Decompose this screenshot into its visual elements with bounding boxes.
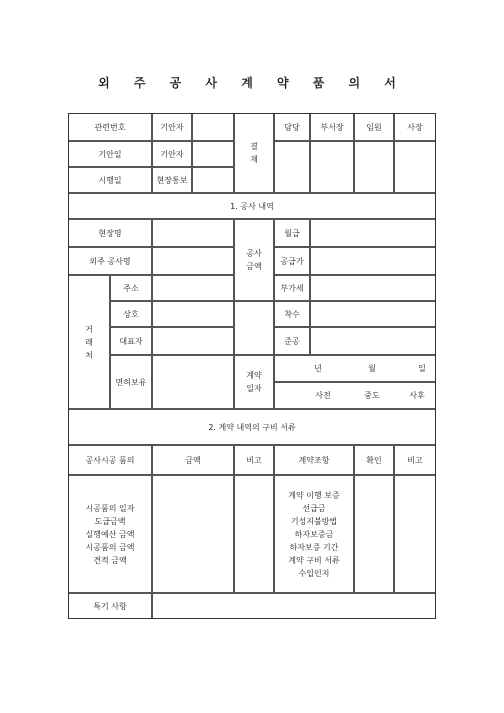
- label-site-name: 현장명: [68, 219, 152, 247]
- unit-day: 일: [418, 363, 426, 373]
- license-field[interactable]: [152, 355, 234, 409]
- unit-month: 월: [368, 363, 376, 373]
- approval-label: 결 재: [234, 113, 274, 193]
- site-notice-field[interactable]: [192, 167, 234, 193]
- sign-box-executive[interactable]: [354, 141, 394, 193]
- timing-after[interactable]: 사후: [409, 390, 425, 400]
- sign-box-staff[interactable]: [274, 141, 310, 193]
- label-contract-date: 계약 일자: [234, 355, 274, 409]
- timing-midway[interactable]: 중도: [364, 390, 380, 400]
- supply-price-field[interactable]: [310, 247, 436, 275]
- signer-staff: 담당: [274, 113, 310, 141]
- signer-executive: 임원: [354, 113, 394, 141]
- vat-field[interactable]: [310, 275, 436, 301]
- header-remarks: 비고: [234, 445, 274, 475]
- representative-field[interactable]: [152, 327, 234, 355]
- label-supply-price: 공급가: [274, 247, 310, 275]
- label-reference-number: 관련번호: [68, 113, 152, 141]
- label-monthly: 월급: [274, 219, 310, 247]
- approval-items-list: 시공품의 일자 도급금액 실행예산 금액 시공품의 금액 견적 금액: [68, 475, 152, 593]
- section2-title: 2. 계약 내역의 구비 서류: [68, 409, 436, 445]
- label-completion: 준공: [274, 327, 310, 355]
- label-license: 면허보유: [110, 355, 152, 409]
- label-enforcement-date: 시행일: [68, 167, 152, 193]
- label-outsourcing-name: 외주 공사명: [68, 247, 152, 275]
- label-start: 착수: [274, 301, 310, 327]
- start-field[interactable]: [310, 301, 436, 327]
- label-construction-amount: 공사 금액: [234, 219, 274, 301]
- label-site-notice: 현장통보: [152, 167, 192, 193]
- company-field[interactable]: [152, 301, 234, 327]
- label-company: 상호: [110, 301, 152, 327]
- signer-dept-head: 부서장: [310, 113, 354, 141]
- label-partner: 거 래 처: [68, 275, 110, 409]
- header-confirm: 확인: [354, 445, 394, 475]
- sign-box-dept-head[interactable]: [310, 141, 354, 193]
- address-field[interactable]: [152, 275, 234, 301]
- monthly-field[interactable]: [310, 219, 436, 247]
- drafter-field[interactable]: [192, 113, 234, 141]
- header-remarks-2: 비고: [394, 445, 436, 475]
- remarks-field[interactable]: [234, 475, 274, 593]
- unit-year: 년: [314, 363, 322, 373]
- timing-before[interactable]: 사전: [315, 390, 331, 400]
- site-name-field[interactable]: [152, 219, 234, 247]
- label-drafter-2: 기안자: [152, 141, 192, 167]
- special-notes-field[interactable]: [152, 593, 436, 619]
- sign-box-ceo[interactable]: [394, 141, 436, 193]
- header-contract-clauses: 계약조항: [274, 445, 354, 475]
- blank-cell: [234, 301, 274, 355]
- confirm-field[interactable]: [354, 475, 394, 593]
- amount-field[interactable]: [152, 475, 234, 593]
- header-amount: 금액: [152, 445, 234, 475]
- document-title: 외 주 공 사 계 약 품 의 서: [98, 76, 406, 90]
- label-vat: 부가세: [274, 275, 310, 301]
- completion-field[interactable]: [310, 327, 436, 355]
- remarks-2-field[interactable]: [394, 475, 436, 593]
- header-construction-approval: 공사시공 품의: [68, 445, 152, 475]
- section1-title: 1. 공사 내역: [68, 193, 436, 219]
- contract-clauses-list: 계약 이행 보증 선급금 기성지불방법 하자보증금 하자보증 기간 계약 구비 서류 수입인지: [274, 475, 354, 593]
- label-drafter: 기안자: [152, 113, 192, 141]
- label-draft-date: 기안일: [68, 141, 152, 167]
- label-special-notes: 특기 사항: [68, 593, 152, 619]
- label-address: 주소: [110, 275, 152, 301]
- label-representative: 대표자: [110, 327, 152, 355]
- drafter-2-field[interactable]: [192, 141, 234, 167]
- outsourcing-name-field[interactable]: [152, 247, 234, 275]
- signer-ceo: 사장: [394, 113, 436, 141]
